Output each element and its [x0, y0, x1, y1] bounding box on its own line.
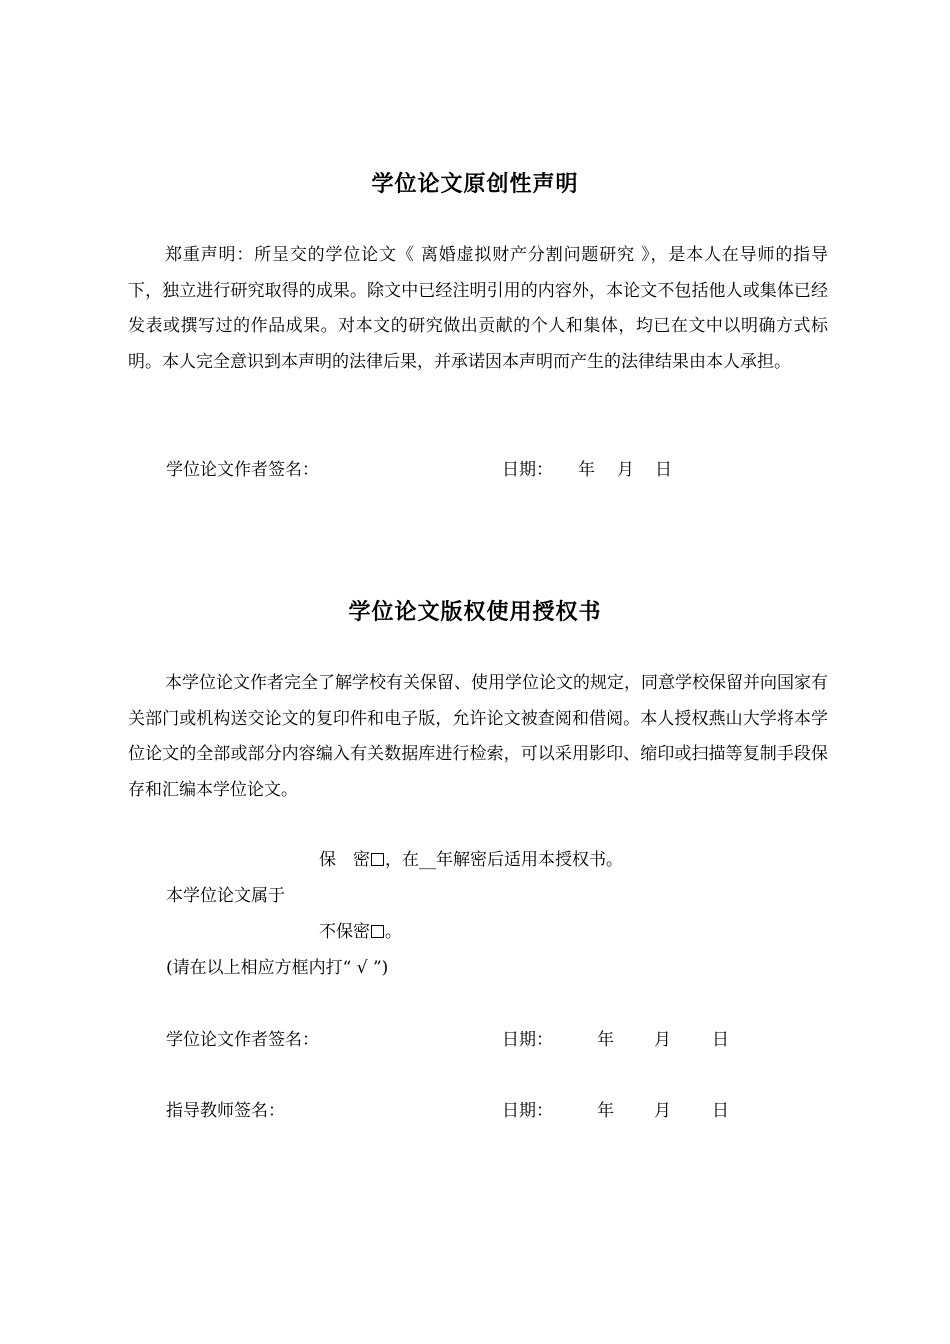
authorization-author-year-label: 年	[597, 1030, 614, 1050]
authorization-author-month-label: 月	[654, 1030, 671, 1050]
declaration-author-sign-label: 学位论文作者签名：	[166, 460, 319, 480]
supervisor-day-label: 日	[712, 1101, 729, 1121]
nonsecret-checkbox[interactable]	[371, 925, 384, 938]
nonsecret-option-line	[319, 920, 402, 944]
authorization-author-date-label: 日期：	[502, 1030, 553, 1050]
secret-option-line	[319, 848, 623, 872]
checkbox-instruction: (请在以上相应方框内打“ √ ”)	[166, 958, 389, 978]
declaration-date-label: 日期：	[502, 460, 553, 480]
supervisor-sign-label: 指导教师签名：	[166, 1101, 285, 1121]
secret-checkbox[interactable]	[371, 853, 384, 866]
declaration-title: 学位论文原创性声明	[371, 172, 579, 197]
secret-option-label: 保 密	[319, 850, 370, 870]
nonsecret-option-suffix: 。	[385, 922, 402, 942]
authorization-author-sign-label: 学位论文作者签名：	[166, 1030, 319, 1050]
supervisor-year-label: 年	[597, 1101, 614, 1121]
authorization-author-day-label: 日	[712, 1030, 729, 1050]
declaration-year-label: 年	[578, 460, 595, 480]
declaration-body: 郑重声明：所呈交的学位论文《 离婚虚拟财产分割问题研究 》，是本人在导师的指导下，独立进行研究取得的成果。除文中已经注明引用的内容外，本论文不包括他人或集体已经发表或撰写过的作品成果。对本文的研究做出贡献的个人和集体，均已在文中以明确方式标明。本人完全意识到本声明的法律后果，并承诺因本声明而产生的法律结果由本人承担。	[128, 245, 828, 372]
secret-option-suffix: ，在__年解密后适用本授权书。	[385, 850, 623, 870]
nonsecret-option-label: 不保密	[319, 922, 370, 942]
authorization-body: 本学位论文作者完全了解学校有关保留、使用学位论文的规定，同意学校保留并向国家有关部门或机构送交论文的复印件和电子版，允许论文被查阅和借阅。本人授权燕山大学将本学位论文的全部或部分内容编入有关数据库进行检索，可以采用影印、缩印或扫描等复制手段保存和汇编本学位论文。	[128, 673, 828, 800]
authorization-title: 学位论文版权使用授权书	[348, 600, 602, 625]
supervisor-date-label: 日期：	[502, 1101, 553, 1121]
declaration-month-label: 月	[617, 460, 634, 480]
declaration-day-label: 日	[655, 460, 672, 480]
supervisor-month-label: 月	[654, 1101, 671, 1121]
belongs-label: 本学位论文属于	[166, 886, 285, 906]
